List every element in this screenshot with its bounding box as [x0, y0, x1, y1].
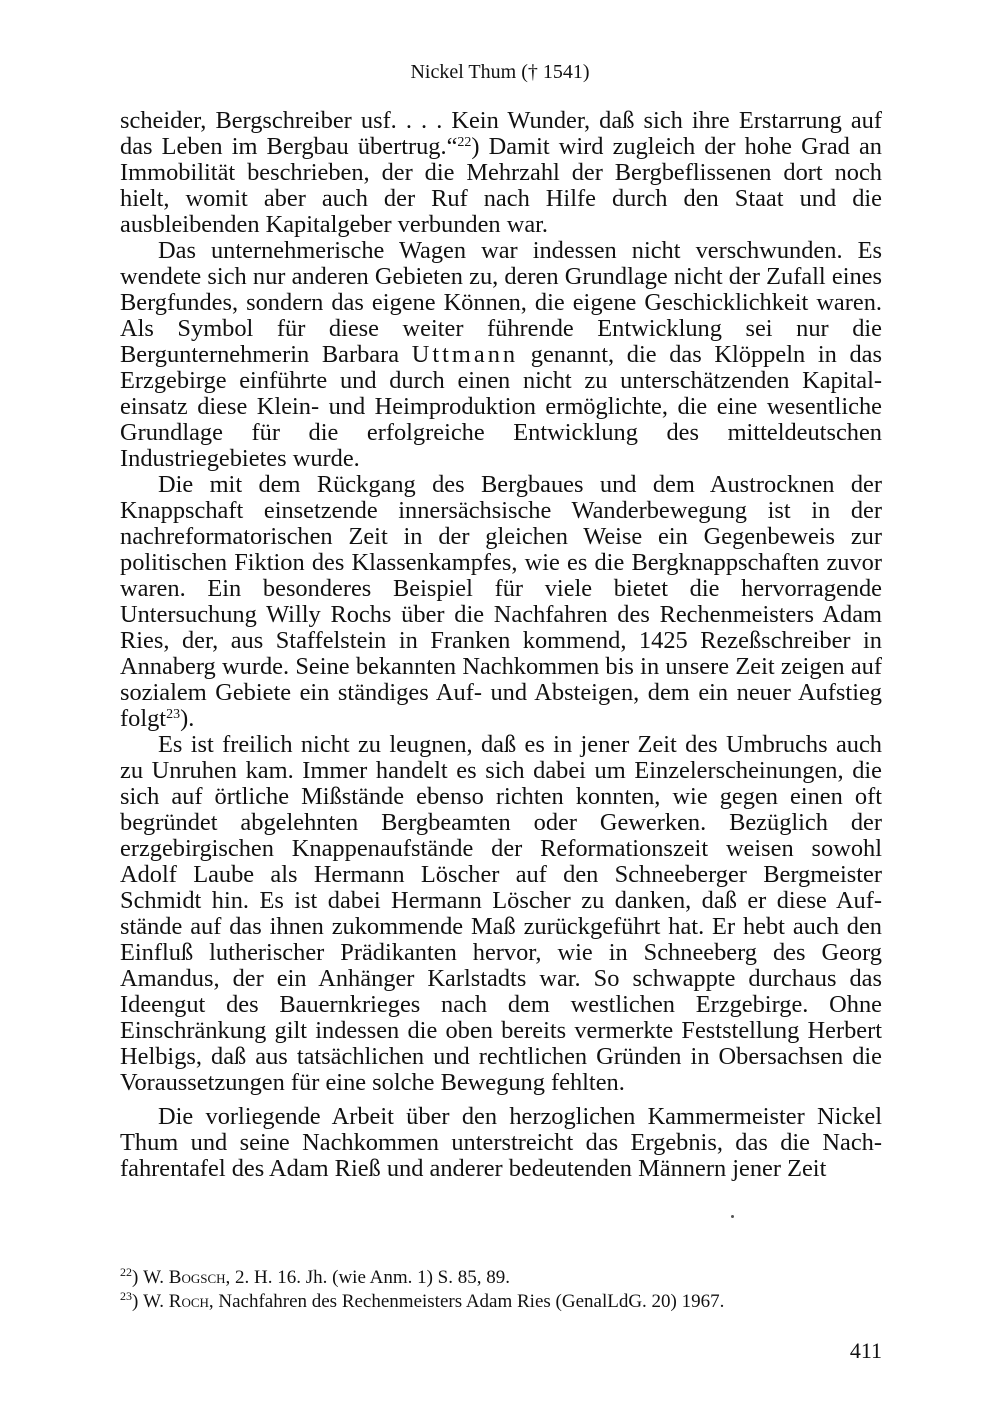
footnote-author: W. Bogsch: [143, 1267, 226, 1288]
paragraph-2: [120, 238, 882, 472]
footnote-number: 23: [120, 1289, 132, 1303]
footnote-22: [120, 1266, 882, 1290]
paragraph-1: [120, 108, 882, 238]
paragraph-4: [120, 732, 882, 1096]
paragraph-2-text: Das unternehmerische Wagen war indessen nicht verschwunden. Es wendete sich nur anderen Gebieten zu, deren Grundlage nicht der Zufall eines Bergfundes, sondern das eigene Können, die eigene Geschicklichkeit waren. Als Symbol für diese weiter führende Entwicklung sei nur die Bergunternehmerin Barbara: [120, 237, 882, 368]
paragraph-1-text: scheider, Bergschreiber usf. . . . Kein Wunder, daß sich ihre Erstarrung auf das Leben im Bergbau übertrug.“: [120, 107, 882, 160]
paragraph-3: [120, 472, 882, 732]
footnote-number: 22: [120, 1265, 132, 1279]
footnote-ref-23: 23: [166, 707, 181, 722]
paragraph-3-text-cont: ).: [180, 705, 195, 732]
running-head: [120, 60, 880, 84]
paragraph-5: [120, 1104, 882, 1182]
footnote-author: W. Roch: [143, 1291, 209, 1312]
paragraph-5-text: Die vorliegende Arbeit über den herzoglichen Kammermeister Nickel Thum und seine Nachkommen unterstreicht das Ergebnis, das die Nachfahrentafel des Adam Rieß und anderer bedeutenden Männern jener Zeit: [120, 1103, 882, 1182]
footnote-text: , 2. H. 16. Jh. (wie Anm. 1) S. 85, 89.: [225, 1267, 510, 1288]
footnote-23: [120, 1290, 882, 1314]
paragraph-1-text-cont: ) Damit wird zugleich der hohe Grad an Immobilität beschrieben, der die Mehrzahl der Bergbeflissenen dort noch hielt, womit aber auch der Ruf nach Hilfe durch den Staat und die ausbleibenden Kapitalgeber verbunden war.: [120, 133, 882, 238]
spaced-name-uttmann: Uttmann: [411, 341, 519, 368]
footnote-marker: ): [132, 1291, 139, 1312]
footnote-ref-22: 22: [457, 135, 472, 150]
footnote-marker: ): [132, 1267, 139, 1288]
page-number: 411: [849, 1338, 882, 1363]
body-text: [120, 108, 882, 1182]
footnotes: [120, 1266, 882, 1314]
paragraph-4-text: Es ist freilich nicht zu leugnen, daß es in jener Zeit des Umbruchs auch zu Unruhen kam. Immer handelt es sich dabei um Einzelerscheinungen, die sich auf örtliche Mißstände ebenso richten konnten, wie gegen einen oft begründet abgelehnten Bergbeamten oder Gewerken. Bezüglich der erzgebirgischen Knappenaufstände der Reformationszeit weisen sowohl Adolf Laube als Hermann Löscher auf den Schneeberger Bergmeister Schmidt hin. Es ist dabei Hermann Löscher zu danken, daß er diese Aufstände auf das ihnen zukommende Maß zurückgeführt hat. Er hebt auch den Einfluß lutherischer Prädikanten hervor, wie in Schneeberg des Georg Amandus, der ein Anhänger Karlstadts war. So schwappte durchaus das Ideengut des Bauernkrieges nach dem westlichen Erzgebirge. Ohne Einschränkung gilt indessen die oben bereits vermerkte Feststellung Herbert Helbigs, daß aus tatsächlichen und rechtlichen Gründen in Obersachsen die Voraussetzungen für eine solche Bewegung fehlten.: [120, 731, 882, 1096]
stray-ink-dot: [731, 1215, 734, 1218]
paragraph-2-text-cont: genannt, die das Klöppeln in das Erzgebirge einführte und durch einen nicht zu unterschätzenden Kapitaleinsatz diese Klein- und Heimproduktion ermöglichte, die eine wesentliche Grundlage für die erfolgreiche Entwicklung des mitteldeutschen Industriegebietes wurde.: [120, 341, 883, 472]
running-title: Nickel Thum († 1541): [410, 61, 590, 83]
footnote-text: , Nachfahren des Rechenmeisters Adam Ries (GenalLdG. 20) 1967.: [208, 1291, 725, 1312]
paragraph-3-text: Die mit dem Rückgang des Bergbaues und dem Austrocknen der Knappschaft einsetzende innersächsische Wanderbewegung ist in der nachreformatorischen Zeit in der gleichen Weise ein Gegenbeweis zur politischen Fiktion des Klassenkampfes, wie es die Bergknappschaften zuvor waren. Ein besonderes Beispiel für viele bietet die hervorragende Untersuchung Willy Rochs über die Nachfahren des Rechenmeisters Adam Ries, der, aus Staffelstein in Franken kommend, 1425 Rezeßschreiber in Annaberg wurde. Seine bekannten Nachkommen bis in unsere Zeit zeigen auf sozialem Gebiete ein ständiges Auf- und Absteigen, dem ein neuer Aufstieg folgt: [120, 471, 882, 732]
